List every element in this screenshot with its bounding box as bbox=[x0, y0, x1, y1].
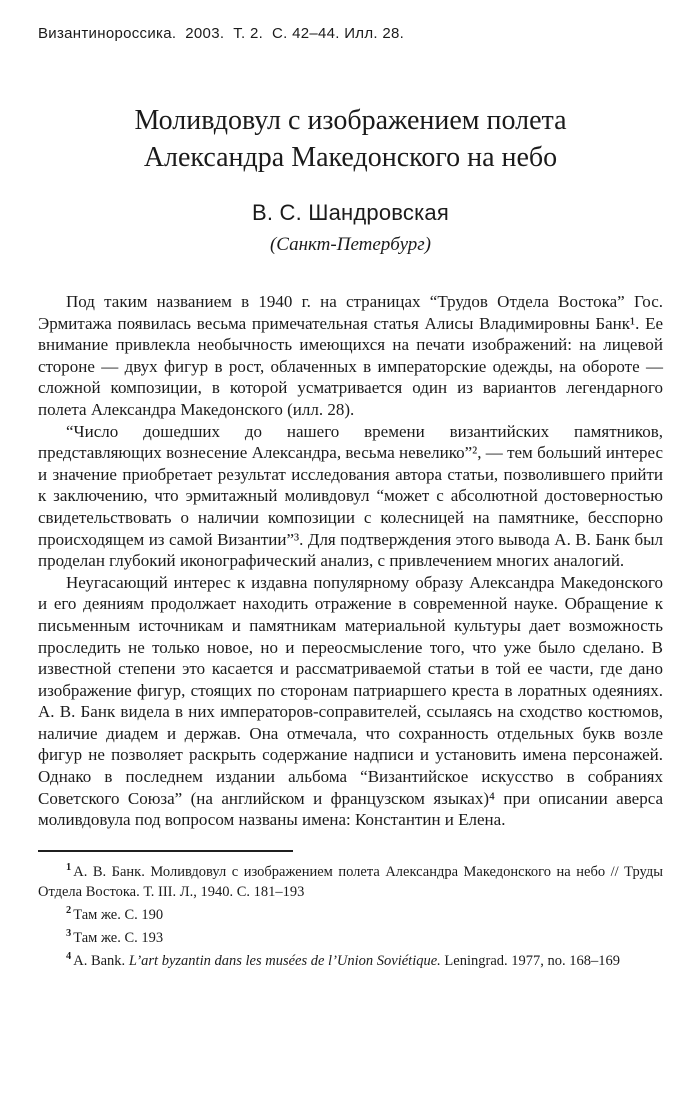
footnotes-section bbox=[38, 862, 663, 971]
body-paragraph: Неугасающий интерес к издавна популярному образу Александра Македонского и его деяниям продолжает находить отражение в современной науке. Обращение к письменным источникам и памятникам материальной культуры дает возможность проследить не только новое, но и переосмысление того, что уже было сделано. В известной степени это касается и рассматриваемой статьи в той ее части, где дано изображение фигур, стоящих по сторонам патриаршего креста в лоратных одеяниях. А. В. Банк видела в них императоров-соправителей, ссылаясь на сходство костюмов, наличие диадем и держав. Она отмечала, что сохранность отдельных букв возле фигур не позволяет раскрыть содержание надписи и установить имена персонажей. Однако в последнем издании альбома “Византийское искусство в собраниях Советского Союза” (на английском и французском языках)⁴ при описании аверса моливдовула под вопросом названы имена: Константин и Елена. bbox=[38, 572, 663, 830]
footnote-number: 3 bbox=[66, 928, 72, 940]
footnote-number: 2 bbox=[66, 905, 72, 917]
footnote-number: 1 bbox=[66, 862, 72, 874]
footnote bbox=[38, 862, 663, 902]
author-location: (Санкт-Петербург) bbox=[269, 234, 432, 255]
article-title bbox=[38, 102, 663, 176]
article-title-line: Александра Македонского на небо bbox=[143, 142, 558, 173]
footnote-text: Там же. С. 193 bbox=[73, 929, 164, 946]
footnote bbox=[38, 951, 663, 971]
footnote-text: A. Bank. bbox=[73, 952, 129, 969]
author-name: В. С. Шандровская bbox=[252, 200, 449, 225]
body-paragraph: “Число дошедших до нашего времени византийских памятников, представляющих вознесение Александра, весьма невелико”², — тем больший интерес и значение приобретает результат исследования автора статьи, позволившего прийти к заключению, что эрмитажный моливдовул “может с абсолютной достоверностью свидетельствовать о наличии композиции с колесницей на памятнике, бесспорно происходящем из самой Византии”³. Для подтверждения этого вывода А. В. Банк был проделан глубокий иконографический анализ, с привлечением многих аналогий. bbox=[38, 421, 663, 571]
footnote-text: А. В. Банк. Моливдовул с изображением полета Александра Македонского на небо // Труды Отдела Востока. Т. III. Л., 1940. С. 181–193 bbox=[38, 863, 663, 900]
footnote-text: Там же. С. 190 bbox=[73, 906, 164, 923]
footnote bbox=[38, 928, 663, 948]
footnote-italic-title: L’art byzantin dans les musées de l’Union Soviétique. bbox=[128, 952, 441, 969]
footnote-text-post: Leningrad. 1977, no. 168–169 bbox=[440, 952, 621, 969]
footnote bbox=[38, 905, 663, 925]
article-body bbox=[38, 291, 663, 831]
footnote-separator-rule bbox=[38, 850, 293, 852]
footnote-number: 4 bbox=[66, 951, 72, 963]
journal-citation-header: Византинороссика. 2003. Т. 2. С. 42–44. Илл. 28. bbox=[38, 25, 405, 42]
body-paragraph: Под таким названием в 1940 г. на страницах “Трудов Отдела Востока” Гос. Эрмитажа появилась весьма примечательная статья Алисы Владимировны Банк¹. Ее внимание привлекла необычность имеющихся на печати изображений: на лицевой стороне — двух фигур в рост, облаченных в императорские одежды, на обороте — сложной композиции, в которой усматривается один из вариантов легендарного полета Александра Македонского (илл. 28). bbox=[38, 292, 663, 419]
article-title-line: Моливдовул с изображением полета bbox=[134, 105, 567, 136]
